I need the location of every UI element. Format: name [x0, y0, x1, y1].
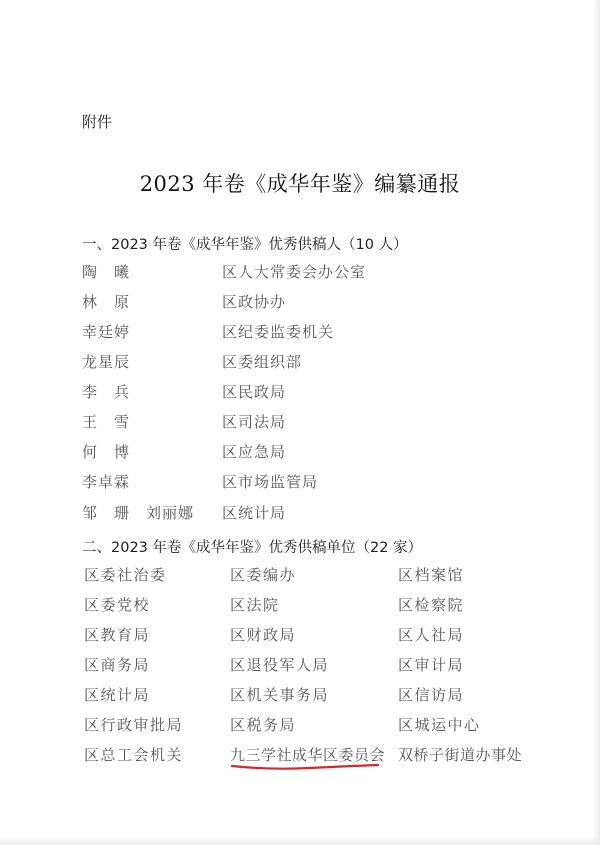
contributor-org: 区司法局 — [222, 413, 287, 431]
unit-name: 区统计局 — [84, 686, 151, 704]
section1-heading: 一、2023 年卷《成华年鉴》优秀供稿人（10 人） — [82, 237, 408, 253]
contributor-org: 区人大常委会办公室 — [222, 263, 367, 281]
contributor-name: 龙星辰 — [82, 353, 131, 371]
unit-name: 区检察院 — [398, 596, 465, 614]
unit-name: 双桥子街道办事处 — [398, 746, 523, 764]
unit-name: 区退役军人局 — [230, 656, 330, 674]
unit-name: 区商务局 — [84, 656, 151, 674]
unit-name: 区教育局 — [84, 626, 151, 644]
unit-name: 区档案馆 — [398, 566, 465, 584]
unit-name: 区人社局 — [398, 626, 465, 644]
contributor-name: 李 兵 — [82, 383, 131, 401]
section2-heading: 二、2023 年卷《成华年鉴》优秀供稿单位（22 家） — [82, 540, 423, 556]
unit-name: 区行政审批局 — [84, 716, 184, 734]
unit-name: 区委党校 — [84, 596, 151, 614]
unit-name: 区信访局 — [398, 686, 465, 704]
contributor-name: 王 雪 — [82, 413, 131, 431]
contributor-name: 陶 曦 — [82, 263, 131, 281]
unit-name-highlighted: 九三学社成华区委员会 — [230, 746, 386, 764]
document-title: 2023 年卷《成华年鉴》编纂通报 — [139, 172, 461, 196]
unit-name: 区委编办 — [230, 566, 297, 584]
contributor-org: 区民政局 — [222, 383, 287, 401]
unit-name: 区委社治委 — [84, 566, 167, 584]
contributor-name: 幸廷婷 — [82, 323, 131, 341]
contributor-name: 李卓霖 — [82, 473, 131, 491]
contributor-name: 何 博 — [82, 443, 131, 461]
unit-name: 区城运中心 — [398, 716, 481, 734]
contributor-org: 区市场监管局 — [222, 473, 319, 491]
unit-name: 区总工会机关 — [84, 746, 184, 764]
contributor-org: 区应急局 — [222, 443, 287, 461]
unit-name: 区税务局 — [230, 716, 297, 734]
unit-name: 区财政局 — [230, 626, 297, 644]
contributor-org: 区委组织部 — [222, 353, 303, 371]
unit-name: 区机关事务局 — [230, 686, 330, 704]
attachment-label: 附件 — [82, 113, 113, 131]
contributor-name: 林 原 — [82, 293, 131, 311]
red-underline-mark — [230, 762, 380, 772]
contributor-org: 区政协办 — [222, 293, 287, 311]
contributor-name: 邹 珊 刘丽娜 — [82, 504, 195, 522]
unit-name: 区审计局 — [398, 656, 465, 674]
contributor-org: 区统计局 — [222, 504, 287, 522]
unit-name: 区法院 — [230, 596, 280, 614]
contributor-org: 区纪委监委机关 — [222, 323, 335, 341]
